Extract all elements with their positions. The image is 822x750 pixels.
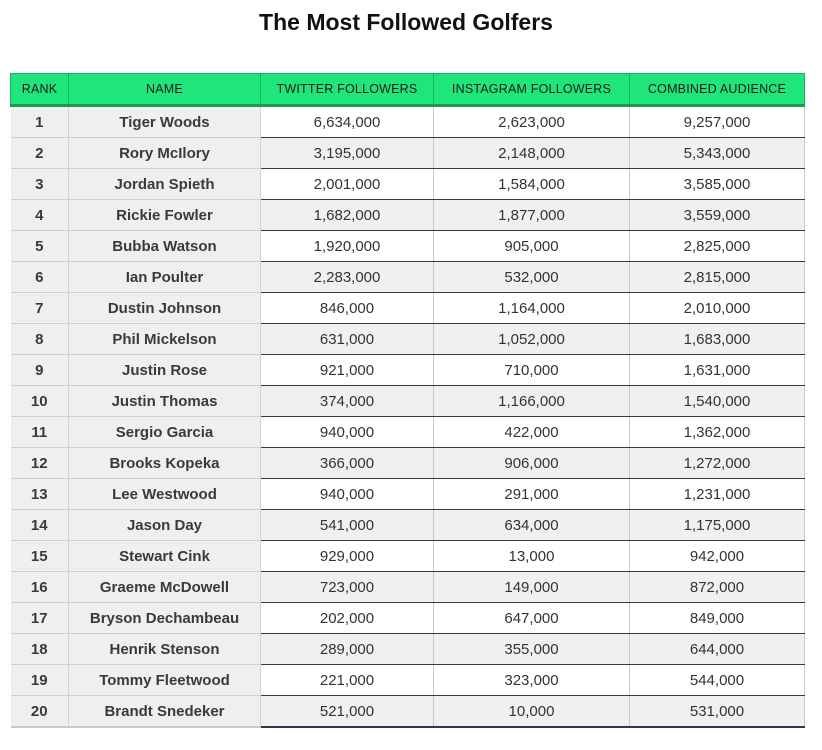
cell-rank: 6 bbox=[11, 262, 69, 293]
header-twitter-followers: TWITTER FOLLOWERS bbox=[261, 74, 434, 106]
page-title: The Most Followed Golfers bbox=[259, 9, 553, 35]
cell-rank: 17 bbox=[11, 603, 69, 634]
cell-twitter-followers: 374,000 bbox=[261, 386, 434, 417]
table-row bbox=[11, 603, 805, 634]
cell-combined-audience: 531,000 bbox=[630, 696, 805, 728]
cell-name: Jordan Spieth bbox=[69, 169, 261, 200]
cell-combined-audience: 2,825,000 bbox=[630, 231, 805, 262]
cell-rank: 16 bbox=[11, 572, 69, 603]
cell-name: Tiger Woods bbox=[69, 106, 261, 138]
table-row bbox=[11, 200, 805, 231]
table-row bbox=[11, 479, 805, 510]
cell-rank: 19 bbox=[11, 665, 69, 696]
cell-combined-audience: 849,000 bbox=[630, 603, 805, 634]
table-row bbox=[11, 541, 805, 572]
table-row bbox=[11, 417, 805, 448]
cell-instagram-followers: 422,000 bbox=[434, 417, 630, 448]
cell-instagram-followers: 906,000 bbox=[434, 448, 630, 479]
cell-combined-audience: 1,631,000 bbox=[630, 355, 805, 386]
cell-name: Ian Poulter bbox=[69, 262, 261, 293]
table-row bbox=[11, 386, 805, 417]
table-row bbox=[11, 138, 805, 169]
cell-name: Justin Rose bbox=[69, 355, 261, 386]
cell-combined-audience: 1,362,000 bbox=[630, 417, 805, 448]
cell-combined-audience: 644,000 bbox=[630, 634, 805, 665]
cell-twitter-followers: 631,000 bbox=[261, 324, 434, 355]
cell-instagram-followers: 323,000 bbox=[434, 665, 630, 696]
cell-combined-audience: 544,000 bbox=[630, 665, 805, 696]
cell-instagram-followers: 355,000 bbox=[434, 634, 630, 665]
cell-combined-audience: 872,000 bbox=[630, 572, 805, 603]
cell-twitter-followers: 1,682,000 bbox=[261, 200, 434, 231]
cell-name: Henrik Stenson bbox=[69, 634, 261, 665]
cell-rank: 12 bbox=[11, 448, 69, 479]
table-row bbox=[11, 572, 805, 603]
cell-name: Rory McIlory bbox=[69, 138, 261, 169]
cell-name: Brooks Kopeka bbox=[69, 448, 261, 479]
cell-rank: 9 bbox=[11, 355, 69, 386]
cell-name: Dustin Johnson bbox=[69, 293, 261, 324]
header-combined-audience: COMBINED AUDIENCE bbox=[630, 74, 805, 106]
cell-combined-audience: 3,559,000 bbox=[630, 200, 805, 231]
cell-twitter-followers: 2,001,000 bbox=[261, 169, 434, 200]
golfers-table bbox=[10, 73, 805, 728]
cell-rank: 18 bbox=[11, 634, 69, 665]
table-row bbox=[11, 324, 805, 355]
cell-combined-audience: 2,010,000 bbox=[630, 293, 805, 324]
cell-instagram-followers: 13,000 bbox=[434, 541, 630, 572]
cell-combined-audience: 1,540,000 bbox=[630, 386, 805, 417]
cell-instagram-followers: 10,000 bbox=[434, 696, 630, 728]
cell-instagram-followers: 1,877,000 bbox=[434, 200, 630, 231]
cell-rank: 4 bbox=[11, 200, 69, 231]
cell-twitter-followers: 3,195,000 bbox=[261, 138, 434, 169]
cell-rank: 1 bbox=[11, 106, 69, 138]
cell-twitter-followers: 289,000 bbox=[261, 634, 434, 665]
cell-twitter-followers: 929,000 bbox=[261, 541, 434, 572]
cell-twitter-followers: 6,634,000 bbox=[261, 106, 434, 138]
cell-instagram-followers: 532,000 bbox=[434, 262, 630, 293]
cell-instagram-followers: 1,164,000 bbox=[434, 293, 630, 324]
cell-rank: 7 bbox=[11, 293, 69, 324]
cell-instagram-followers: 647,000 bbox=[434, 603, 630, 634]
table-row bbox=[11, 169, 805, 200]
table-row bbox=[11, 355, 805, 386]
cell-rank: 5 bbox=[11, 231, 69, 262]
cell-instagram-followers: 2,148,000 bbox=[434, 138, 630, 169]
cell-instagram-followers: 905,000 bbox=[434, 231, 630, 262]
cell-twitter-followers: 221,000 bbox=[261, 665, 434, 696]
table-row bbox=[11, 448, 805, 479]
cell-name: Rickie Fowler bbox=[69, 200, 261, 231]
table-body bbox=[11, 106, 805, 728]
cell-name: Stewart Cink bbox=[69, 541, 261, 572]
header-row bbox=[11, 74, 805, 106]
cell-instagram-followers: 1,052,000 bbox=[434, 324, 630, 355]
cell-rank: 15 bbox=[11, 541, 69, 572]
cell-instagram-followers: 710,000 bbox=[434, 355, 630, 386]
cell-rank: 2 bbox=[11, 138, 69, 169]
table-row bbox=[11, 634, 805, 665]
cell-instagram-followers: 634,000 bbox=[434, 510, 630, 541]
cell-name: Sergio Garcia bbox=[69, 417, 261, 448]
cell-twitter-followers: 2,283,000 bbox=[261, 262, 434, 293]
cell-combined-audience: 1,683,000 bbox=[630, 324, 805, 355]
header-name: NAME bbox=[69, 74, 261, 106]
table-header bbox=[11, 74, 805, 106]
cell-combined-audience: 1,231,000 bbox=[630, 479, 805, 510]
cell-combined-audience: 2,815,000 bbox=[630, 262, 805, 293]
cell-rank: 14 bbox=[11, 510, 69, 541]
cell-instagram-followers: 1,166,000 bbox=[434, 386, 630, 417]
cell-rank: 8 bbox=[11, 324, 69, 355]
cell-combined-audience: 5,343,000 bbox=[630, 138, 805, 169]
cell-rank: 20 bbox=[11, 696, 69, 728]
cell-twitter-followers: 921,000 bbox=[261, 355, 434, 386]
cell-twitter-followers: 940,000 bbox=[261, 479, 434, 510]
cell-name: Brandt Snedeker bbox=[69, 696, 261, 728]
table-row bbox=[11, 665, 805, 696]
cell-combined-audience: 942,000 bbox=[630, 541, 805, 572]
cell-instagram-followers: 1,584,000 bbox=[434, 169, 630, 200]
cell-name: Graeme McDowell bbox=[69, 572, 261, 603]
cell-twitter-followers: 202,000 bbox=[261, 603, 434, 634]
cell-twitter-followers: 541,000 bbox=[261, 510, 434, 541]
cell-name: Lee Westwood bbox=[69, 479, 261, 510]
cell-rank: 3 bbox=[11, 169, 69, 200]
cell-rank: 10 bbox=[11, 386, 69, 417]
cell-instagram-followers: 291,000 bbox=[434, 479, 630, 510]
cell-combined-audience: 1,272,000 bbox=[630, 448, 805, 479]
cell-name: Justin Thomas bbox=[69, 386, 261, 417]
golfers-table-container bbox=[10, 73, 804, 728]
cell-combined-audience: 1,175,000 bbox=[630, 510, 805, 541]
cell-twitter-followers: 521,000 bbox=[261, 696, 434, 728]
cell-rank: 13 bbox=[11, 479, 69, 510]
cell-rank: 11 bbox=[11, 417, 69, 448]
table-row bbox=[11, 696, 805, 728]
cell-twitter-followers: 1,920,000 bbox=[261, 231, 434, 262]
cell-combined-audience: 9,257,000 bbox=[630, 106, 805, 138]
table-row bbox=[11, 262, 805, 293]
table-row bbox=[11, 510, 805, 541]
cell-name: Tommy Fleetwood bbox=[69, 665, 261, 696]
cell-name: Bubba Watson bbox=[69, 231, 261, 262]
table-row bbox=[11, 231, 805, 262]
header-rank: RANK bbox=[11, 74, 69, 106]
cell-twitter-followers: 723,000 bbox=[261, 572, 434, 603]
cell-instagram-followers: 2,623,000 bbox=[434, 106, 630, 138]
cell-name: Bryson Dechambeau bbox=[69, 603, 261, 634]
table-row bbox=[11, 106, 805, 138]
cell-combined-audience: 3,585,000 bbox=[630, 169, 805, 200]
cell-twitter-followers: 846,000 bbox=[261, 293, 434, 324]
cell-name: Phil Mickelson bbox=[69, 324, 261, 355]
cell-twitter-followers: 366,000 bbox=[261, 448, 434, 479]
header-instagram-followers: INSTAGRAM FOLLOWERS bbox=[434, 74, 630, 106]
cell-instagram-followers: 149,000 bbox=[434, 572, 630, 603]
cell-twitter-followers: 940,000 bbox=[261, 417, 434, 448]
cell-name: Jason Day bbox=[69, 510, 261, 541]
table-row bbox=[11, 293, 805, 324]
